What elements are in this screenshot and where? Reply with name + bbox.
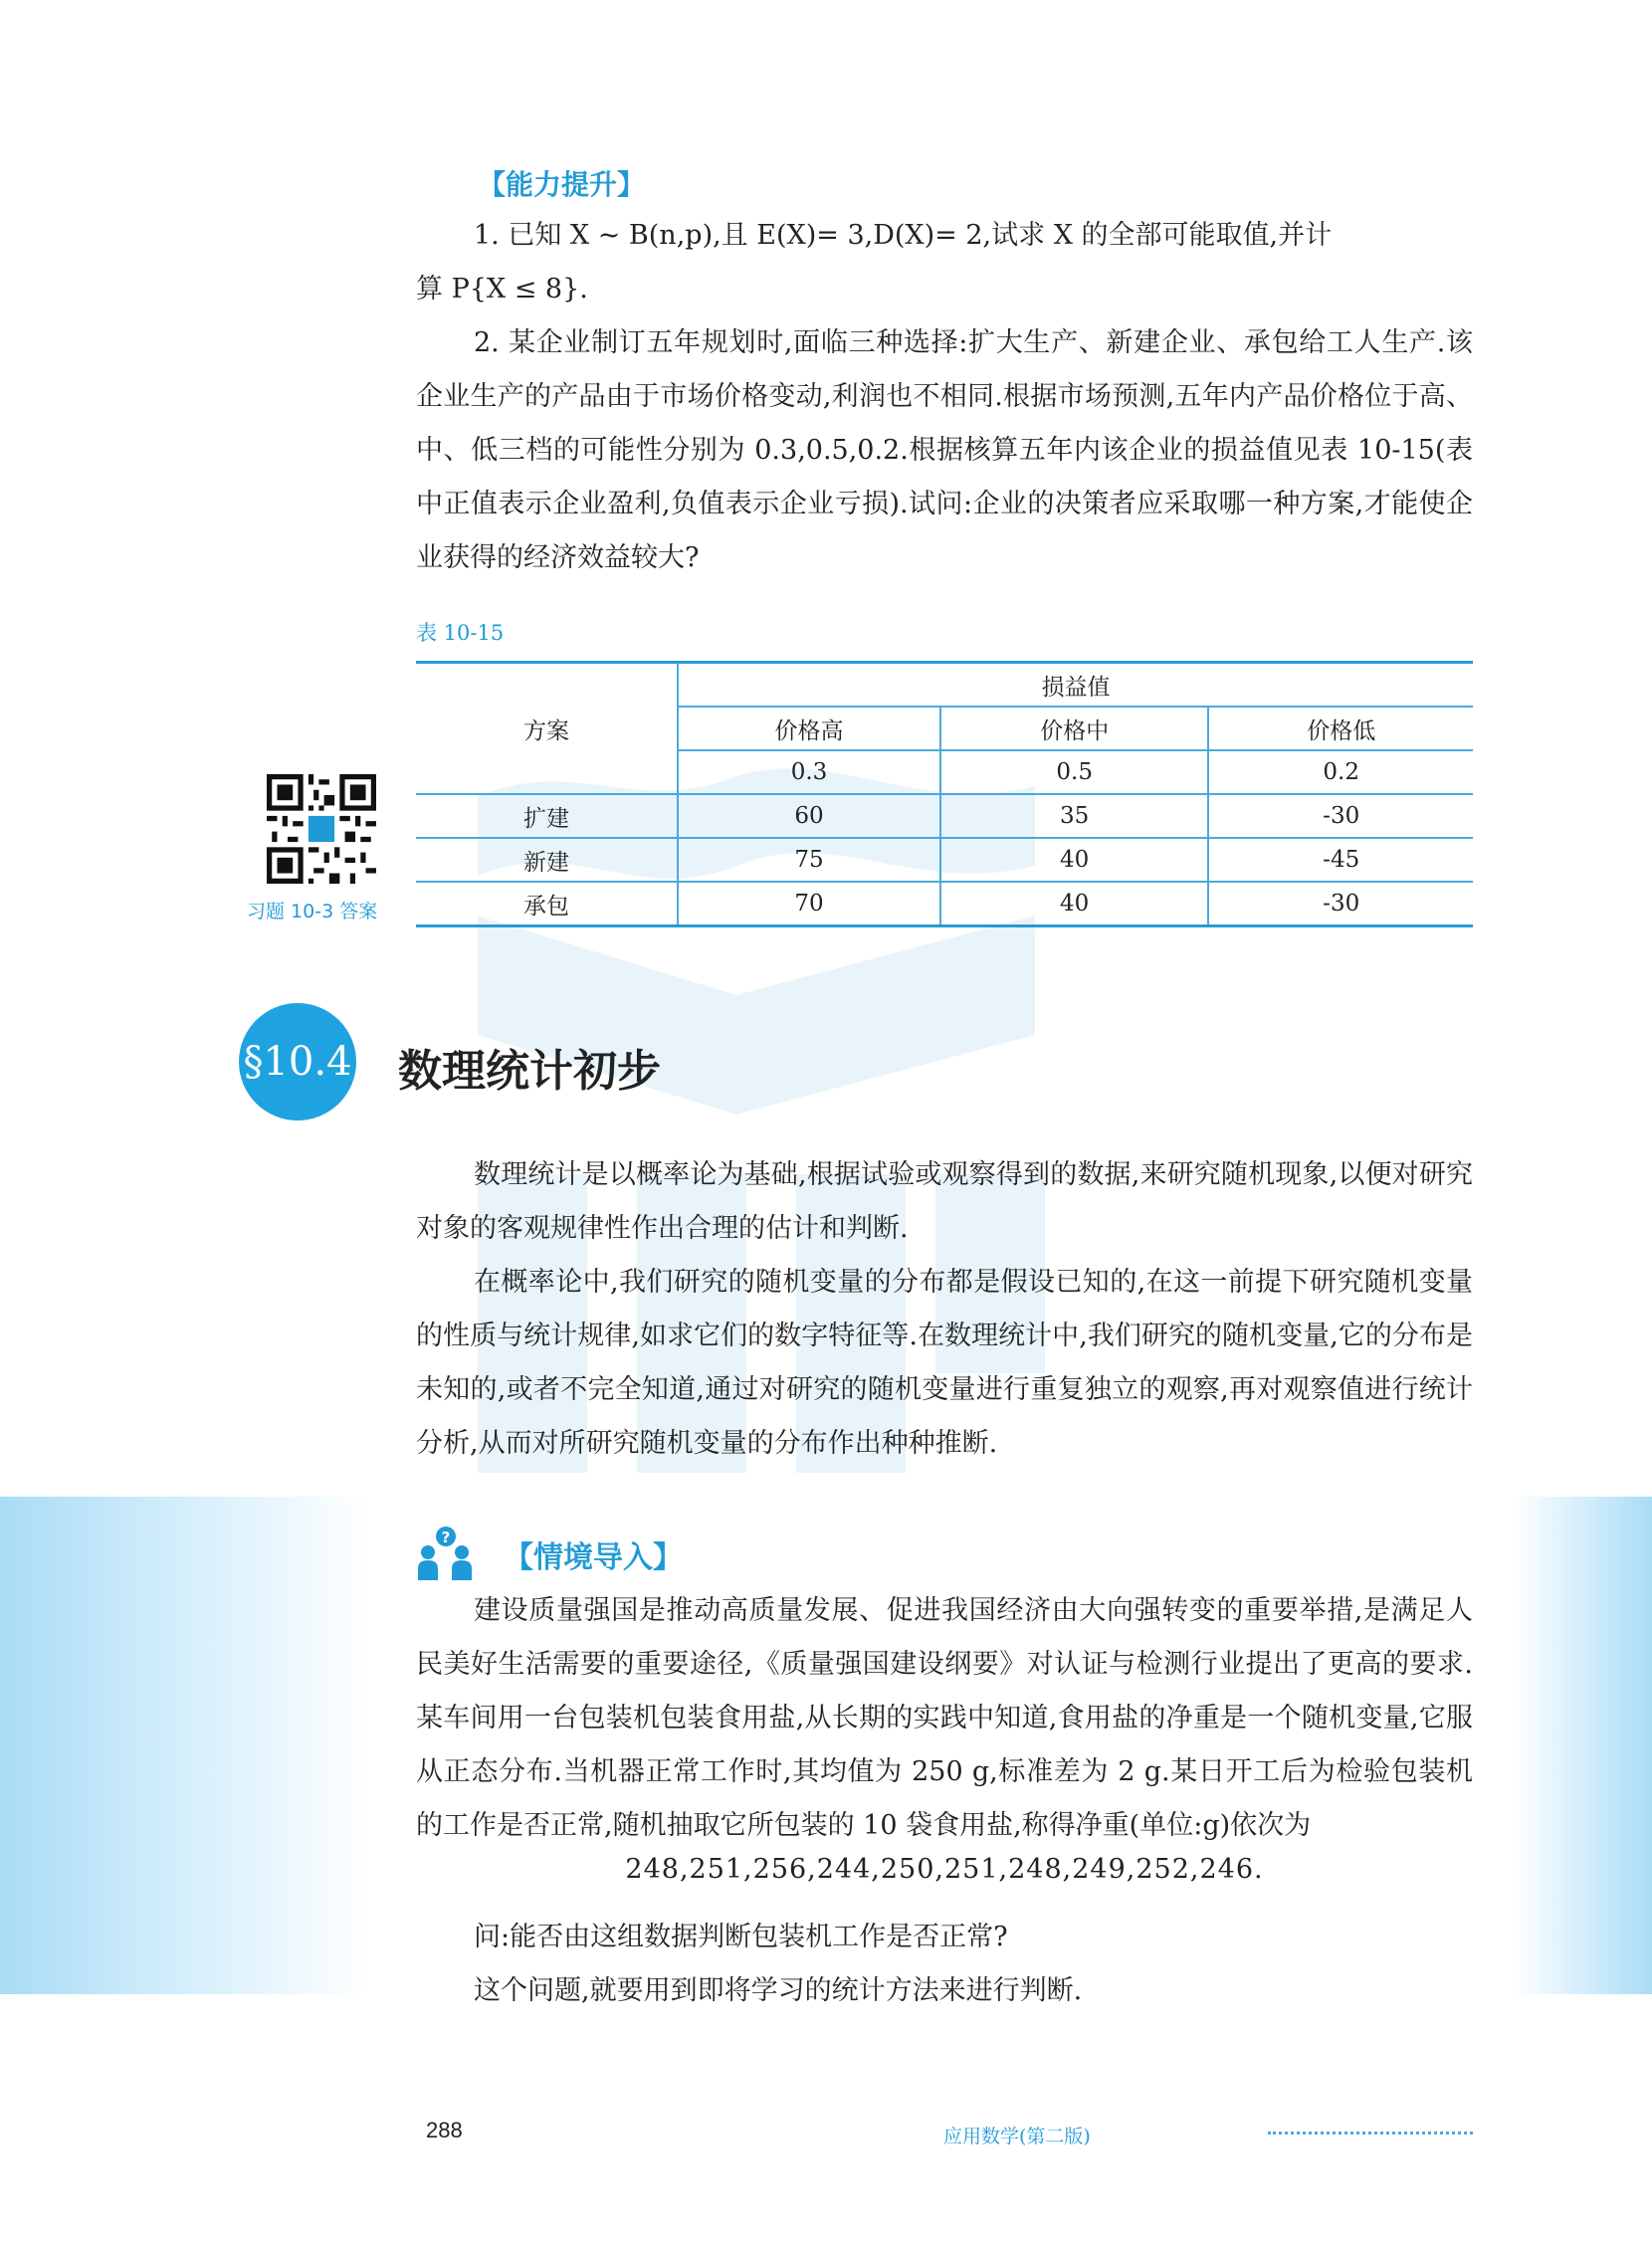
table-cell: 75 (678, 838, 940, 882)
table-prob-mid: 0.5 (940, 750, 1208, 794)
intro-paragraph-2: 在概率论中,我们研究的随机变量的分布都是假设已知的,在这一前提下研究随机变量的性质与统计规律,如求它们的数字特征等.在数理统计中,我们研究的随机变量,它的分布是未知的,或者不完全知道,通过对研究的随机变量进行重复独立的观察,再对观察值进行统计分析,从而对所研究随机变量的分布作出种种推断. (416, 1267, 1473, 1459)
table-cell: -45 (1208, 838, 1473, 882)
table-cell: 60 (678, 794, 940, 838)
table-caption: 表 10-15 (416, 621, 505, 645)
scenario-band-right (1513, 1497, 1652, 1994)
table-row (416, 794, 1473, 838)
table-cell: -30 (1208, 882, 1473, 926)
problem-2-text: 2. 某企业制订五年规划时,面临三种选择:扩大生产、新建企业、承包给工人生产.该企业生产的产品由于市场价格变动,利润也不相同.根据市场预测,五年内产品价格位于高、中、低三档的可能性分别为 0.3,0.5,0.2.根据核算五年内该企业的损益值见表 10-15(表中正值表示企业盈利,负值表示企业亏损).试问:企业的决策者应采取哪一种方案,才能使企业获得的经济效益较大? (416, 327, 1473, 573)
table-cell: 40 (940, 838, 1208, 882)
book-title: 应用数学(第二版) (943, 2126, 1091, 2147)
section-title: 数理统计初步 (398, 1046, 661, 1097)
intro-paragraph-1: 数理统计是以概率论为基础,根据试验或观察得到的数据,来研究随机现象,以便对研究对象的客观规律性作出合理的估计和判断. (416, 1159, 1473, 1244)
scenario-closing (416, 1911, 1473, 2018)
table-cell: 40 (940, 882, 1208, 926)
problem-1 (416, 209, 1473, 316)
table-header-plan: 方案 (416, 663, 678, 795)
table-row (416, 838, 1473, 882)
table-cell-plan: 承包 (416, 882, 678, 926)
table-prob-high: 0.3 (678, 750, 940, 794)
intro-text (416, 1148, 1473, 1471)
problem-2 (416, 316, 1473, 585)
ability-heading: 【能力提升】 (478, 168, 646, 201)
table-cell-plan: 新建 (416, 838, 678, 882)
table-prob-low: 0.2 (1208, 750, 1473, 794)
qr-code[interactable] (267, 774, 376, 884)
scenario-paragraph: 建设质量强国是推动高质量发展、促进我国经济由大向强转变的重要举措,是满足人民美好生活需要的重要途径,《质量强国建设纲要》对认证与检测行业提出了更高的要求.某车间用一台包装机包装食用盐,从长期的实践中知道,食用盐的净重是一个随机变量,它服从正态分布.当机器正常工作时,其均值为 250 g,标准差为 2 g.某日开工后为检验包装机的工作是否正常,随机抽取它所包装的 10 袋食用盐,称得净重(单位:g)依次为 (416, 1595, 1473, 1841)
profit-loss-table (416, 661, 1473, 927)
problem-1-line-1: 1. 已知 X ~ B(n,p),且 E(X)= 3,D(X)= 2,试求 X 的全部可能取值,并计 (474, 220, 1333, 251)
table-cell: -30 (1208, 794, 1473, 838)
table-row (416, 882, 1473, 926)
people-question-icon (416, 1525, 476, 1580)
table-header-value: 损益值 (678, 663, 1473, 708)
section-number-badge: §10.4 (239, 1003, 356, 1120)
table-cell: 35 (940, 794, 1208, 838)
problem-1-line-2: 算 P{X ≤ 8}. (416, 274, 588, 305)
table-header-high: 价格高 (678, 707, 940, 750)
scenario-question: 问:能否由这组数据判断包装机工作是否正常? (474, 1922, 1008, 1952)
scenario-text (416, 1584, 1473, 1853)
svg-text:?: ? (441, 1528, 451, 1546)
page-number: 288 (426, 2118, 463, 2142)
table-cell-plan: 扩建 (416, 794, 678, 838)
table-cell: 70 (678, 882, 940, 926)
table-header-low: 价格低 (1208, 707, 1473, 750)
scenario-data: 248,251,256,244,250,251,248,249,252,246. (625, 1854, 1264, 1885)
scenario-end: 这个问题,就要用到即将学习的统计方法来进行判断. (474, 1975, 1083, 2006)
table-header-mid: 价格中 (940, 707, 1208, 750)
scenario-band-left (0, 1497, 368, 1994)
qr-caption: 习题 10-3 答案 (247, 901, 378, 922)
footer-dotted-rule (1268, 2132, 1473, 2135)
scenario-heading: 【情境导入】 (504, 1540, 683, 1575)
